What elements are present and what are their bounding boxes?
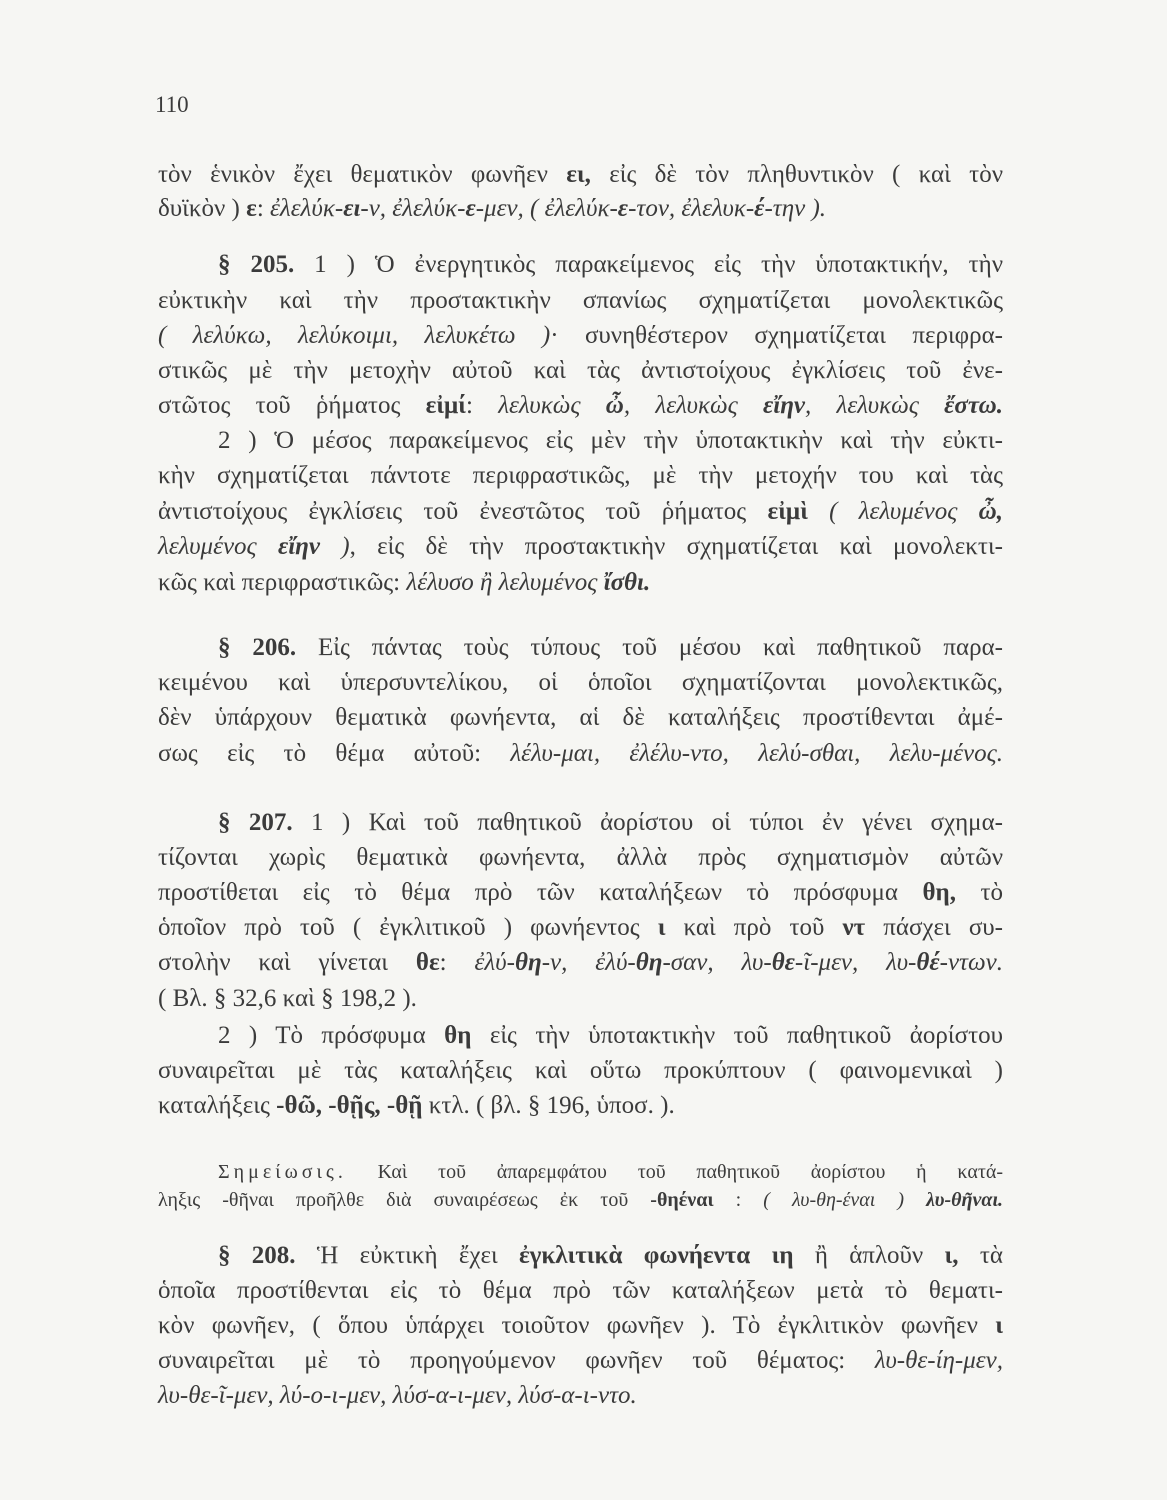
emphasized-text: εἰμί	[425, 392, 466, 419]
text-run: στῶτος τοῦ ῥήματος	[158, 392, 426, 419]
text-run: πάσχει συ-	[865, 914, 1004, 941]
emphasized-text: ἔστω.	[944, 392, 1003, 419]
text-line	[218, 1157, 1003, 1187]
text-line	[218, 633, 1003, 663]
emphasized-text: λελυκὼς	[498, 392, 606, 419]
text-line	[158, 1185, 1003, 1215]
text-line	[218, 1241, 1003, 1271]
emphasized-text: -θηέναι	[650, 1189, 714, 1211]
emphasized-text: θη	[514, 949, 542, 976]
text-run: Ἡ εὐκτικὴ ἔχει	[295, 1242, 519, 1269]
text-run: ὁποῖον πρὸ τοῦ ( ἐγκλιτικοῦ ) φωνήεντος	[158, 914, 658, 941]
emphasized-text: ( λελύκω, λελύκοιμι, λελυκέτω )	[158, 322, 551, 349]
emphasized-text: -τον, ἐλελυκ-	[628, 195, 755, 222]
text-run: :	[256, 195, 271, 222]
emphasized-text: § 207.	[218, 809, 293, 836]
text-run: , εἰς δὲ τὴν προστακτικὴν σχηματίζεται καὶ μονολεκτι-	[349, 533, 1003, 560]
emphasized-text: -ν, ἐλελύκ-	[360, 195, 466, 222]
text-line	[158, 1311, 1003, 1341]
text-line	[158, 668, 1003, 698]
emphasized-text: θε	[771, 949, 795, 976]
emphasized-text: Σημείωσις.	[218, 1161, 347, 1183]
emphasized-text: -θῶ, -θῇς, -θῇ	[276, 1092, 423, 1119]
text-line	[158, 497, 1003, 527]
emphasized-text: -μεν, ( ἐλελύκ-	[475, 195, 618, 222]
emphasized-text: ι,	[944, 1242, 959, 1269]
page-number: 110	[155, 92, 189, 117]
text-line	[158, 286, 1003, 316]
emphasized-text: § 206.	[218, 634, 297, 661]
emphasized-text: ἐλύ-	[474, 949, 515, 976]
text-line	[158, 194, 1003, 224]
text-line	[158, 1276, 1003, 1306]
emphasized-text: θέ	[916, 949, 940, 976]
text-run: στικῶς μὲ τὴν μετοχὴν αὐτοῦ καὶ τὰς ἀντιστοίχους ἐγκλίσεις τοῦ ἐνε-	[158, 357, 1003, 384]
text-run: προστίθεται εἰς τὸ θέμα πρὸ τῶν καταλήξεων τὸ πρόσφυμα	[158, 879, 923, 906]
text-line	[158, 568, 1003, 598]
text-run: κῶς καὶ περιφραστικῶς:	[158, 569, 407, 596]
emphasized-text: θη	[635, 949, 663, 976]
text-run: 2 ) Τὸ πρόσφυμα	[218, 1022, 445, 1049]
emphasized-text: ( λελυμένος	[807, 498, 979, 525]
emphasized-text: εἴην	[277, 533, 320, 560]
emphasized-text: -ῖ-μεν, λυ-	[794, 949, 917, 976]
emphasized-text: ε	[617, 195, 629, 222]
emphasized-text: ἐλελύκ-	[270, 195, 344, 222]
emphasized-text: ὦ,	[978, 498, 1003, 525]
text-run: σως εἰς τὸ θέμα αὐτοῦ:	[158, 740, 511, 767]
text-line	[158, 843, 1003, 873]
text-line	[158, 356, 1003, 386]
emphasized-text: ει,	[566, 161, 591, 188]
text-run: στολὴν καὶ γίνεται	[158, 949, 416, 976]
text-run: δυϊκὸν )	[158, 195, 247, 222]
text-run: καὶ πρὸ τοῦ	[665, 914, 843, 941]
text-line	[158, 391, 1003, 421]
text-line	[218, 250, 1003, 280]
text-line	[158, 948, 1003, 978]
emphasized-text: λελυμένος	[158, 533, 278, 560]
text-run: ὁποῖα προστίθενται εἰς τὸ θέμα πρὸ τῶν καταλήξεων μετὰ τὸ θεματι-	[158, 1277, 1003, 1304]
emphasized-text: λυ-θε-ίη-μεν,	[874, 1347, 1003, 1374]
text-run: συναιρεῖται μὲ τὰς καταλήξεις καὶ οὕτω προκύπτουν ( φαινομενικαὶ )	[158, 1057, 1003, 1084]
text-run: ληξις -θῆναι προῆλθε διὰ συναιρέσεως ἐκ τοῦ	[158, 1189, 651, 1211]
emphasized-text: )	[320, 533, 350, 560]
text-run: :	[465, 392, 499, 419]
emphasized-text: λυ-θῆναι.	[926, 1189, 1003, 1211]
emphasized-text: ὦ	[605, 392, 624, 419]
text-run: εἰς τὴν ὑποτακτικὴν τοῦ παθητικοῦ ἀορίστου	[471, 1022, 1003, 1049]
text-run: 1 ) Ὁ ἐνεργητικὸς παρακείμενος εἰς τὴν ὑποτακτικήν, τὴν	[294, 251, 1004, 278]
text-line	[158, 1381, 1003, 1411]
text-run: τὸν ἑνικὸν ἔχει θεματικὸν φωνῆεν	[158, 161, 567, 188]
text-line	[218, 1021, 1003, 1051]
text-run: ( Βλ. § 32,6 καὶ § 198,2 ).	[158, 985, 417, 1012]
text-line	[158, 913, 1003, 943]
emphasized-text: -ν, ἐλύ-	[541, 949, 636, 976]
emphasized-text: ( λυ-θη-έναι )	[763, 1189, 905, 1211]
emphasized-text: ε	[246, 195, 257, 222]
emphasized-text: λυ-θε-ῖ-μεν, λύ-ο-ι-μεν, λύσ-α-ι-μεν, λύσ-α-ι-ντο.	[158, 1382, 637, 1409]
text-run: 1 ) Καὶ τοῦ παθητικοῦ ἀορίστου οἱ τύποι ἐν γένει σχημα-	[292, 809, 1004, 836]
text-run	[904, 1189, 926, 1211]
text-line	[158, 461, 1003, 491]
text-run: συναιρεῖται μὲ τὸ προηγούμενον φωνῆεν τοῦ θέματος:	[158, 1347, 875, 1374]
text-run: κὸν φωνῆεν, ( ὅπου ὑπάρχει τοιοῦτον φωνῆεν ). Τὸ ἐγκλιτικὸν φωνῆεν	[158, 1312, 996, 1339]
text-run: ἢ ἁπλοῦν	[793, 1242, 945, 1269]
text-line	[158, 739, 1003, 769]
emphasized-text: ντ	[842, 914, 866, 941]
emphasized-text: εἴην	[763, 392, 806, 419]
emphasized-text: -σαν, λυ-	[662, 949, 772, 976]
emphasized-text: ει	[343, 195, 361, 222]
text-run: κειμένου καὶ ὑπερσυντελίκου, οἱ ὁποῖοι σχηματίζονται μονολεκτικῶς,	[158, 669, 1003, 696]
emphasized-text: λέλυ-μαι, ἐλέλυ-ντο, λελύ-σθαι, λελυ-μένος.	[510, 740, 1003, 767]
text-run: εἰς δὲ τὸν πληθυντικὸν ( καὶ τὸν	[590, 161, 1004, 188]
text-run: τὰ	[958, 1242, 1003, 1269]
text-line	[158, 984, 1003, 1014]
text-line	[158, 321, 1003, 351]
text-run: Εἰς πάντας τοὺς τύπους τοῦ μέσου καὶ παθητικοῦ παρα-	[296, 634, 1003, 661]
emphasized-text: ι	[657, 914, 666, 941]
text-run: ἀντιστοίχους ἐγκλίσεις τοῦ ἐνεστῶτος τοῦ ῥήματος	[158, 498, 768, 525]
text-run: τὸ	[955, 879, 1003, 906]
emphasized-text: θε	[415, 949, 440, 976]
text-run: · συνηθέστερον σχηματίζεται περιφρα-	[550, 322, 1003, 349]
text-line	[158, 1056, 1003, 1086]
text-run: κτλ. ( βλ. § 196, ὑποσ. ).	[422, 1092, 675, 1119]
text-run: δὲν ὑπάρχουν θεματικὰ φωνήεντα, αἱ δὲ καταλήξεις προστίθενται ἀμέ-	[158, 704, 1003, 731]
emphasized-text: ι	[995, 1312, 1003, 1339]
emphasized-text: θη	[444, 1022, 472, 1049]
emphasized-text: -ντων.	[939, 949, 1003, 976]
emphasized-text: § 208.	[218, 1242, 296, 1269]
text-run: τίζονται χωρὶς θεματικὰ φωνήεντα, ἀλλὰ πρὸς σχηματισμὸν αὐτῶν	[158, 844, 1003, 871]
text-line	[158, 878, 1003, 908]
text-run: Καὶ τοῦ ἀπαρεμφάτου τοῦ παθητικοῦ ἀορίστου ἡ κατά-	[346, 1161, 1003, 1183]
text-run: κὴν σχηματίζεται πάντοτε περιφραστικῶς, μὲ τὴν μετοχήν του καὶ τὰς	[158, 462, 1003, 489]
emphasized-text: , λελυκὼς	[623, 392, 764, 419]
emphasized-text: ἴσθι.	[603, 569, 651, 596]
emphasized-text: λέλυσο ἢ λελυμένος	[406, 569, 604, 596]
text-line	[158, 532, 1003, 562]
text-run: καταλήξεις	[158, 1092, 277, 1119]
text-run: :	[713, 1189, 764, 1211]
emphasized-text: § 205.	[218, 251, 295, 278]
emphasized-text: εἰμὶ	[767, 498, 808, 525]
text-run: :	[439, 949, 475, 976]
emphasized-text: ἐγκλιτικὰ φωνήεντα ιη	[519, 1242, 794, 1269]
text-line	[158, 160, 1003, 190]
emphasized-text: , λελυκὼς	[805, 392, 945, 419]
text-line	[158, 1346, 1003, 1376]
emphasized-text: ε	[465, 195, 476, 222]
emphasized-text: έ	[754, 195, 765, 222]
text-line	[158, 1091, 1003, 1121]
text-line	[158, 703, 1003, 733]
text-run: εὐκτικὴν καὶ τὴν προστακτικὴν σπανίως σχηματίζεται μονολεκτικῶς	[158, 287, 1003, 314]
text-line	[218, 426, 1003, 456]
text-run: 2 ) Ὁ μέσος παρακείμενος εἰς μὲν τὴν ὑποτακτικὴν καὶ τὴν εὐκτι-	[218, 427, 1003, 454]
text-line	[218, 808, 1003, 838]
emphasized-text: θη,	[922, 879, 956, 906]
emphasized-text: -την ).	[764, 195, 827, 222]
